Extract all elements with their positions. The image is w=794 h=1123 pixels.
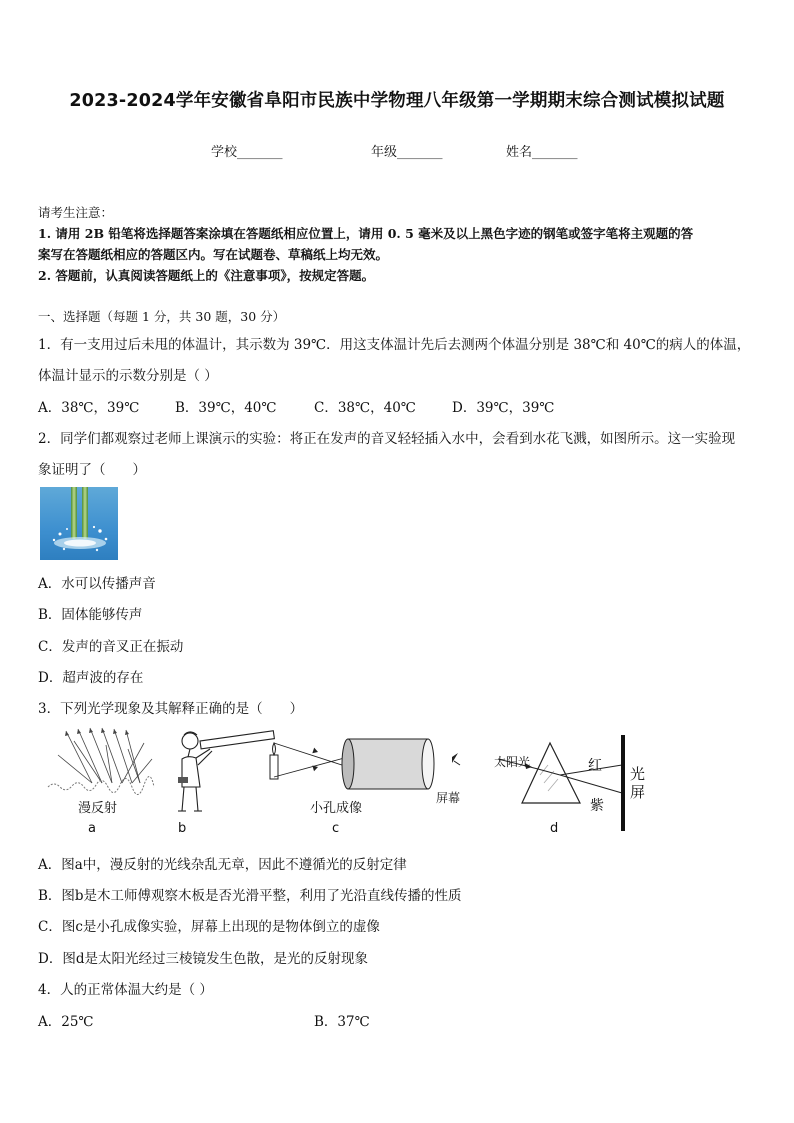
q1-option-a: A．38℃，39℃ bbox=[38, 400, 140, 416]
q3-option-d: D．图d是太阳光经过三棱镜发生色散，是光的反射现象 bbox=[38, 951, 368, 967]
red-light-label: 红 bbox=[588, 758, 602, 774]
notice-line-2: 2. 答题前，认真阅读答题纸上的《注意事项》，按规定答题。 bbox=[38, 268, 375, 283]
page-title: 2023-2024学年安徽省阜阳市民族中学物理八年级第一学期期末综合测试模拟试题 bbox=[69, 91, 725, 111]
school-field-label: 学校_______ bbox=[211, 145, 283, 160]
section-heading: 一、选择题（每题 1 分，共 30 题，30 分） bbox=[38, 309, 286, 324]
carpenter-drawing bbox=[170, 725, 280, 815]
q2-stem-line-1: 2．同学们都观察过老师上课演示的实验：将正在发声的音叉轻轻插入水中，会看到水花飞溅，如图所示。这一实验现 bbox=[38, 431, 736, 447]
q2-option-a: A．水可以传播声音 bbox=[38, 576, 156, 592]
q2-option-c: C．发声的音叉正在振动 bbox=[38, 639, 184, 655]
carpenter-sighting-figure bbox=[170, 725, 280, 840]
q4-stem: 4．人的正常体温大约是（ ） bbox=[38, 982, 213, 998]
figure-c-letter: c bbox=[332, 821, 340, 836]
q4-option-b: B．37℃ bbox=[314, 1014, 370, 1030]
figure-a-letter: a bbox=[88, 821, 96, 836]
light-screen-label: 光 屏 bbox=[630, 765, 646, 801]
diffuse-reflection-figure bbox=[44, 725, 156, 840]
notice-heading: 请考生注意： bbox=[38, 205, 114, 220]
purple-light-label: 紫 bbox=[590, 798, 604, 814]
q1-stem-line-1: 1．有一支用过后未甩的体温计，其示数为 39℃．用这支体温计先后去测两个体温分别是 38℃和 40℃的病人的体温， bbox=[38, 337, 751, 353]
notice-line-1b: 案写在答题纸相应的答题区内。写在试题卷、草稿纸上均无效。 bbox=[38, 247, 389, 262]
diffuse-reflection-diagram bbox=[44, 725, 156, 805]
q1-option-b: B．39℃，40℃ bbox=[175, 400, 277, 416]
q2-stem-line-2: 象证明了（ ） bbox=[38, 462, 146, 478]
q1-option-d: D．39℃，39℃ bbox=[452, 400, 555, 416]
grade-field-label: 年级_______ bbox=[371, 145, 443, 160]
sunlight-label: 太阳光 bbox=[494, 755, 531, 769]
q2-option-d: D．超声波的存在 bbox=[38, 670, 144, 686]
tuning-fork-water-photo bbox=[40, 487, 118, 560]
q2-option-b: B．固体能够传声 bbox=[38, 607, 143, 623]
diffuse-reflection-caption: 漫反射 bbox=[78, 801, 118, 816]
figure-b-letter: b bbox=[178, 821, 187, 836]
q3-option-b: B．图b是木工师傅观察木板是否光滑平整，利用了光沿直线传播的性质 bbox=[38, 888, 462, 904]
q3-option-a: A．图a中，漫反射的光线杂乱无章，因此不遵循光的反射定律 bbox=[38, 857, 407, 873]
notice-line-1a: 1. 请用 2B 铅笔将选择题答案涂填在答题纸相应位置上，请用 0. 5 毫米及以上黑色字迹的钢笔或签字笔将主观题的答 bbox=[38, 226, 694, 241]
pinhole-caption: 小孔成像 bbox=[310, 801, 363, 816]
q3-option-c: C．图c是小孔成像实验，屏幕上出现的是物体倒立的虚像 bbox=[38, 919, 380, 935]
q1-option-c: C．38℃，40℃ bbox=[314, 400, 416, 416]
pinhole-imaging-figure bbox=[266, 725, 476, 840]
figure-d-letter: d bbox=[550, 821, 559, 836]
q1-stem-line-2: 体温计显示的示数分别是（ ） bbox=[38, 368, 218, 384]
q4-option-a: A．25℃ bbox=[38, 1014, 94, 1030]
q3-stem: 3．下列光学现象及其解释正确的是（ ） bbox=[38, 701, 304, 717]
prism-dispersion-figure bbox=[492, 735, 662, 840]
pinhole-screen-label: 屏幕 bbox=[436, 791, 461, 805]
name-field-label: 姓名_______ bbox=[506, 145, 578, 160]
